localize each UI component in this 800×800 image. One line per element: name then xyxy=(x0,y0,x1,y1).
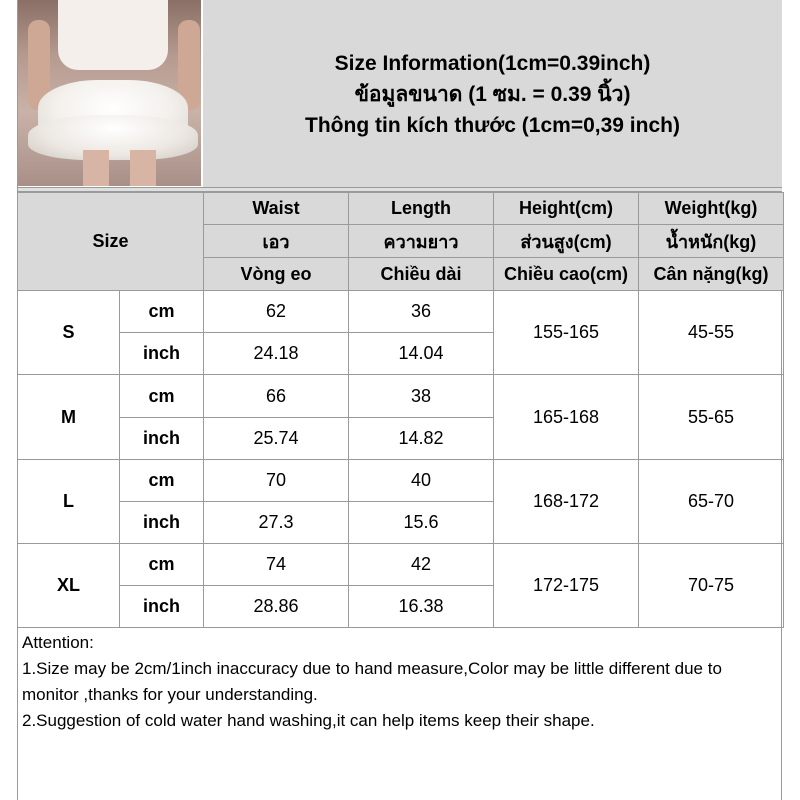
col-weight-en: Weight(kg) xyxy=(639,193,784,225)
length-inch: 14.82 xyxy=(349,418,494,460)
length-cm: 36 xyxy=(349,291,494,333)
header-row-english xyxy=(18,193,784,225)
col-waist-en: Waist xyxy=(204,193,349,225)
waist-inch: 24.18 xyxy=(204,333,349,375)
header-line-thai: ข้อมูลขนาด (1 ซม. = 0.39 นิ้ว) xyxy=(354,83,631,106)
unit-cm: cm xyxy=(120,291,204,333)
col-waist-th: เอว xyxy=(204,225,349,258)
unit-inch: inch xyxy=(120,418,204,460)
length-cm: 40 xyxy=(349,460,494,502)
unit-cm: cm xyxy=(120,544,204,586)
header-line-vietnamese: Thông tin kích thước (1cm=0,39 inch) xyxy=(305,114,680,137)
col-height-en: Height(cm) xyxy=(494,193,639,225)
waist-cm: 66 xyxy=(204,375,349,418)
size-label: S xyxy=(18,291,120,375)
photo-skirt-lower xyxy=(28,115,198,160)
waist-cm: 62 xyxy=(204,291,349,333)
size-label: M xyxy=(18,375,120,460)
height-range: 165-168 xyxy=(494,375,639,460)
weight-range: 65-70 xyxy=(639,460,784,544)
table-row xyxy=(18,291,784,333)
product-photo xyxy=(18,0,201,186)
length-inch: 14.04 xyxy=(349,333,494,375)
length-inch: 16.38 xyxy=(349,586,494,628)
size-table xyxy=(17,192,784,628)
waist-inch: 27.3 xyxy=(204,502,349,544)
height-range: 168-172 xyxy=(494,460,639,544)
table-row xyxy=(18,375,784,418)
length-cm: 38 xyxy=(349,375,494,418)
col-weight-th: น้ำหนัก(kg) xyxy=(639,225,784,258)
size-column-title: Size xyxy=(18,193,204,291)
col-weight-vi: Cân nặng(kg) xyxy=(639,258,784,291)
photo-leg-left xyxy=(83,150,109,186)
table-row xyxy=(18,460,784,502)
col-length-th: ความยาว xyxy=(349,225,494,258)
waist-inch: 28.86 xyxy=(204,586,349,628)
length-inch: 15.6 xyxy=(349,502,494,544)
size-information-header xyxy=(203,48,782,141)
height-range: 172-175 xyxy=(494,544,639,628)
col-length-vi: Chiều dài xyxy=(349,258,494,291)
size-label: XL xyxy=(18,544,120,628)
attention-title: Attention: xyxy=(22,633,94,652)
col-height-vi: Chiều cao(cm) xyxy=(494,258,639,291)
weight-range: 70-75 xyxy=(639,544,784,628)
attention-note-2: 2.Suggestion of cold water hand washing,it can help items keep their shape. xyxy=(22,711,595,730)
waist-cm: 74 xyxy=(204,544,349,586)
weight-range: 45-55 xyxy=(639,291,784,375)
photo-leg-right xyxy=(130,150,156,186)
col-height-th: ส่วนสูง(cm) xyxy=(494,225,639,258)
waist-cm: 70 xyxy=(204,460,349,502)
unit-inch: inch xyxy=(120,333,204,375)
header-line-english: Size Information(1cm=0.39inch) xyxy=(334,52,651,75)
height-range: 155-165 xyxy=(494,291,639,375)
unit-inch: inch xyxy=(120,502,204,544)
photo-top xyxy=(58,0,168,70)
unit-cm: cm xyxy=(120,460,204,502)
col-length-en: Length xyxy=(349,193,494,225)
unit-inch: inch xyxy=(120,586,204,628)
unit-cm: cm xyxy=(120,375,204,418)
waist-inch: 25.74 xyxy=(204,418,349,460)
table-row xyxy=(18,544,784,586)
attention-note-1: 1.Size may be 2cm/1inch inaccuracy due to hand measure,Color may be little different due to monitor ,thanks for your understanding. xyxy=(22,659,722,704)
attention-notes xyxy=(18,627,782,800)
weight-range: 55-65 xyxy=(639,375,784,460)
col-waist-vi: Vòng eo xyxy=(204,258,349,291)
length-cm: 42 xyxy=(349,544,494,586)
size-label: L xyxy=(18,460,120,544)
